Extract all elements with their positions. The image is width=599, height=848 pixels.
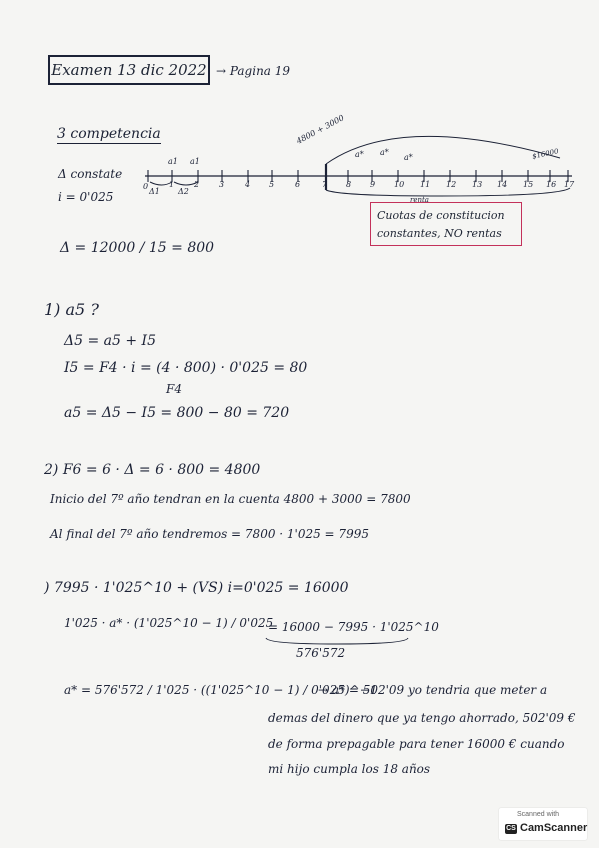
exam-title: Examen 13 dic 2022	[51, 61, 207, 79]
part1-line3: a5 = Δ5 − I5 = 800 − 80 = 720	[64, 405, 290, 421]
timeline-label-astar3: a*	[404, 153, 413, 162]
part3-line2b: = 16000 − 7995 · 1'025^10	[268, 620, 439, 634]
camscanner-logo-icon: CS	[506, 825, 516, 832]
timeline-label-astar2: a*	[380, 148, 389, 157]
part3-line5: de forma prepagable para tener 16000 € cuando	[268, 737, 565, 751]
part3-line4: demas del dinero que ya tengo ahorrado, 502'09 €	[268, 711, 576, 725]
part1-heading: 1) a5 ?	[44, 300, 99, 319]
timeline-label-renta: renta	[410, 196, 429, 204]
renta-brace	[326, 188, 570, 196]
timeline-label-a1: a1	[168, 157, 178, 166]
part1-line2-sub: F4	[166, 382, 182, 396]
camscanner-watermark: Scanned with CS CamScanner	[499, 808, 587, 840]
scanned-page: Examen 13 dic 2022 → Pagina 19 3 competencia Δ constate i = 0'025 4800 + 3000 $16000 a1 a1 Δ1 Δ2 a* a* a* renta 0 1 2 3 4 5 6 7 8 9 10 11 12 13 14 15 16 17 Cuotas de constitucion constantes, NO rentas Δ = 12000 / 15 = 800 1) a5 ? Δ5 = a5 + I5 I5 = F4 · i = (4 · 800) · 0'025 = 80 F4 a5 = Δ5 − I5 = 800 − 80 = 720 2) F6 = 6 · Δ = 6 · 800 = 4800 Inicio del 7º año tendran en la cuenta 4800 + 3000 = 7800 Al final del 7º año tendremos = 7800 · 1'025 = 7995 ) 7995 · 1'025^10 + (VS) i=0'025 = 16000 1'025 · a* · (1'025^10 − 1) / 0'025 = 16000 − 7995 · 1'025^10 576'572 a* = 576'572 / 1'025 · ((1'025^10 − 1) / 0'025)^−1 → a* = 502'09 yo tendria que meter a demas del dinero que ya tengo ahorrado, 502'09 € de forma prepagable para tener 16000 € cuando mi hijo cumpla los 18 años Scanned with CS CamScanner	[0, 0, 599, 848]
part1-line2: I5 = F4 · i = (4 · 800) · 0'025 = 80	[64, 360, 308, 376]
page-reference: → Pagina 19	[216, 64, 291, 78]
part3-line2c: 576'572	[296, 646, 346, 660]
interest-rate: i = 0'025	[58, 190, 114, 204]
timeline-label-astar1: a*	[355, 150, 364, 159]
section-heading: 3 competencia	[57, 126, 161, 142]
part3-line2a: 1'025 · a* · (1'025^10 − 1) / 0'025	[64, 616, 274, 630]
part3-line3b: → a* = 502'09 yo tendria que meter a	[318, 683, 548, 697]
delta-formula: Δ = 12000 / 15 = 800	[60, 240, 215, 256]
timeline-label-d2: Δ2	[178, 187, 189, 196]
part2-line1: 2) F6 = 6 · Δ = 6 · 800 = 4800	[44, 462, 261, 478]
part2-line3: Al final del 7º año tendremos = 7800 · 1'025 = 7995	[50, 527, 369, 541]
part2-line2: Inicio del 7º año tendran en la cuenta 4800 + 3000 = 7800	[50, 492, 411, 506]
timeline-diagram	[140, 118, 580, 208]
part3-line6: mi hijo cumpla los 18 años	[268, 762, 431, 776]
timeline-target-label: $16000	[531, 147, 560, 161]
delta-constant: Δ constate	[58, 167, 123, 181]
part3-line1: ) 7995 · 1'025^10 + (VS) i=0'025 = 16000	[44, 580, 349, 596]
annotation-box: Cuotas de constitucion constantes, NO rentas	[370, 202, 522, 246]
part3-line3: a* = 576'572 / 1'025 · ((1'025^10 − 1) / 0'025)^−1	[64, 683, 378, 697]
part1-line1: Δ5 = a5 + I5	[64, 333, 156, 349]
exam-title-box	[48, 55, 210, 85]
timeline-label-a1b: a1	[190, 157, 200, 166]
timeline-label-d1: Δ1	[149, 187, 160, 196]
timeline-amount-label: 4800 + 3000	[294, 113, 346, 146]
